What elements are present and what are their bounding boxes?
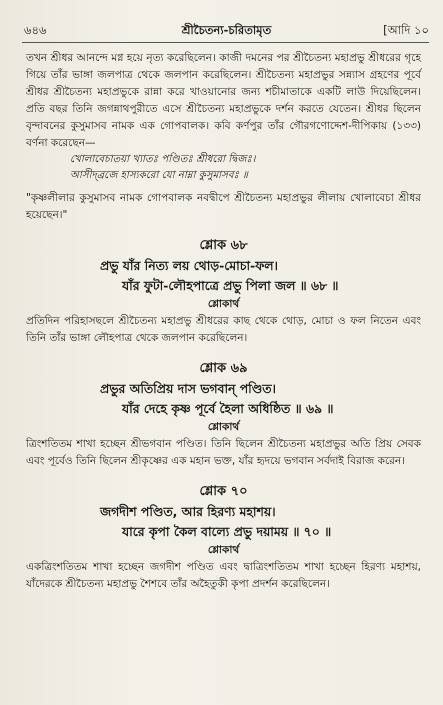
header-rule	[22, 42, 429, 43]
translation-heading: শ্লোকার্থ	[207, 421, 240, 433]
verse-line: জগদীশ পণ্ডিত, আর হিরণ্য মহাশয়।	[100, 504, 276, 519]
translation-text: একত্রিংশতিতম শাখা হচ্ছেন জগদীশ পণ্ডিত এবং দ্বাত্রিংশতিতম শাখা হচ্ছেন হিরণ্য মহাশয়, যাঁদেরকে শ্রীচৈতন্য মহাপ্রভু শৈশবে তাঁর অহৈতুকী কৃপা প্রদর্শন করেছিলেন।	[26, 561, 421, 590]
running-header	[24, 22, 429, 40]
sanskrit-quote-line-2: আসীদ্‌ব্রজে হাস্যকরো যো নাম্না কুসুমাসবঃ ॥	[70, 170, 248, 181]
intro-paragraph: তখন শ্রীধর আনন্দে মগ্ন হয়ে নৃত্য করেছিলেন। কাজী দমনের পর শ্রীচৈতন্য মহাপ্রভু শ্রীধরের গৃহে গিয়ে তাঁর ভাঙ্গা জলপাত্র থেকে জলপান করেছিলেন। শ্রীচৈতন্য মহাপ্রভুর সন্ন্যাস গ্রহণের পূর্বে শ্রীধর শ্রীচৈতন্য মহাপ্রভুকে রান্না করে খাওয়ানোর জন্য শচীমাতাকে একটি লাউ দিয়েছিলেন। প্রতি বছর তিনি জগন্নাথপুরীতে এসে শ্রীচৈতন্য মহাপ্রভুকে দর্শন করতে যেতেন। শ্রীধর ছিলেন বৃন্দাবনের কুসুমাসব নামক এক গোপবালক। কবি কর্ণপুর তাঁর গৌরগণোদ্দেশ-দীপিকায় (১৩৩) বর্ণনা করেছেন—	[26, 52, 421, 149]
verse-line: যাঁর ফুটা-লৌহপাত্রে প্রভু পিলা জল ॥ ৬৮ ॥	[122, 278, 339, 293]
verse-line: প্রভু যাঁর নিত্য লয় থোড়-মোচা-ফল।	[100, 258, 278, 273]
page-number: ৬৪৬	[24, 23, 47, 37]
verse-title: শ্লোক ৬৯	[199, 361, 248, 376]
sanskrit-quote-line-1: খোলাবেচাতয়া খ্যাতঃ পণ্ডিতঃ শ্রীধরো দ্বিজঃ।	[70, 154, 256, 165]
verse-block	[26, 359, 421, 470]
book-title: শ্রীচৈতন্য-চরিতামৃত	[181, 23, 272, 37]
verse-title: শ্লোক ৬৮	[199, 238, 248, 253]
translation-text: ত্রিংশতিতম শাখা হচ্ছেন শ্রীভগবান পণ্ডিত। তিনি ছিলেন শ্রীচৈতন্য মহাপ্রভুর অতি প্রিয় সেবক এবং পূর্বেও তিনি ছিলেন শ্রীকৃষ্ণের এক মহান ভক্ত, যাঁর হৃদয়ে ভগবান সর্বদাই বিরাজ করেন।	[26, 438, 421, 467]
quote-translation: "কৃষ্ণলীলার কুসুমাসব নামক গোপবালক নবদ্বীপে শ্রীচৈতন্য মহাপ্রভুর লীলায় খোলাবেচা শ্রীধর হয়েছেন।"	[26, 192, 421, 221]
verse-line: যারে কৃপা কৈল বাল্যে প্রভু দয়াময় ॥ ৭০ ॥	[122, 524, 332, 539]
verse-title: শ্লোক ৭০	[199, 484, 248, 499]
verse-block	[26, 236, 421, 347]
translation-heading: শ্লোকার্থ	[207, 298, 240, 310]
verse-block	[26, 482, 421, 593]
translation-text: প্রতিদিন পরিহাসছলে শ্রীচৈতন্য মহাপ্রভু শ্রীধরের কাছ থেকে থোড়, মোচা ও ফল নিতেন এবং তিনি তাঁর ভাঙ্গা লৌহপাত্র থেকে জলপান করেছিলেন।	[26, 315, 421, 344]
chapter-label: [আদি ১০	[383, 23, 429, 37]
verse-line: যাঁর দেহে কৃষ্ণ পূর্বে হৈলা অধিষ্ঠিত ॥ ৬৯ ॥	[122, 401, 334, 416]
page-body	[26, 50, 421, 593]
translation-heading: শ্লোকার্থ	[207, 544, 240, 556]
verse-line: প্রভুর অতিপ্রিয় দাস ভগবান্ পণ্ডিত।	[100, 381, 276, 396]
